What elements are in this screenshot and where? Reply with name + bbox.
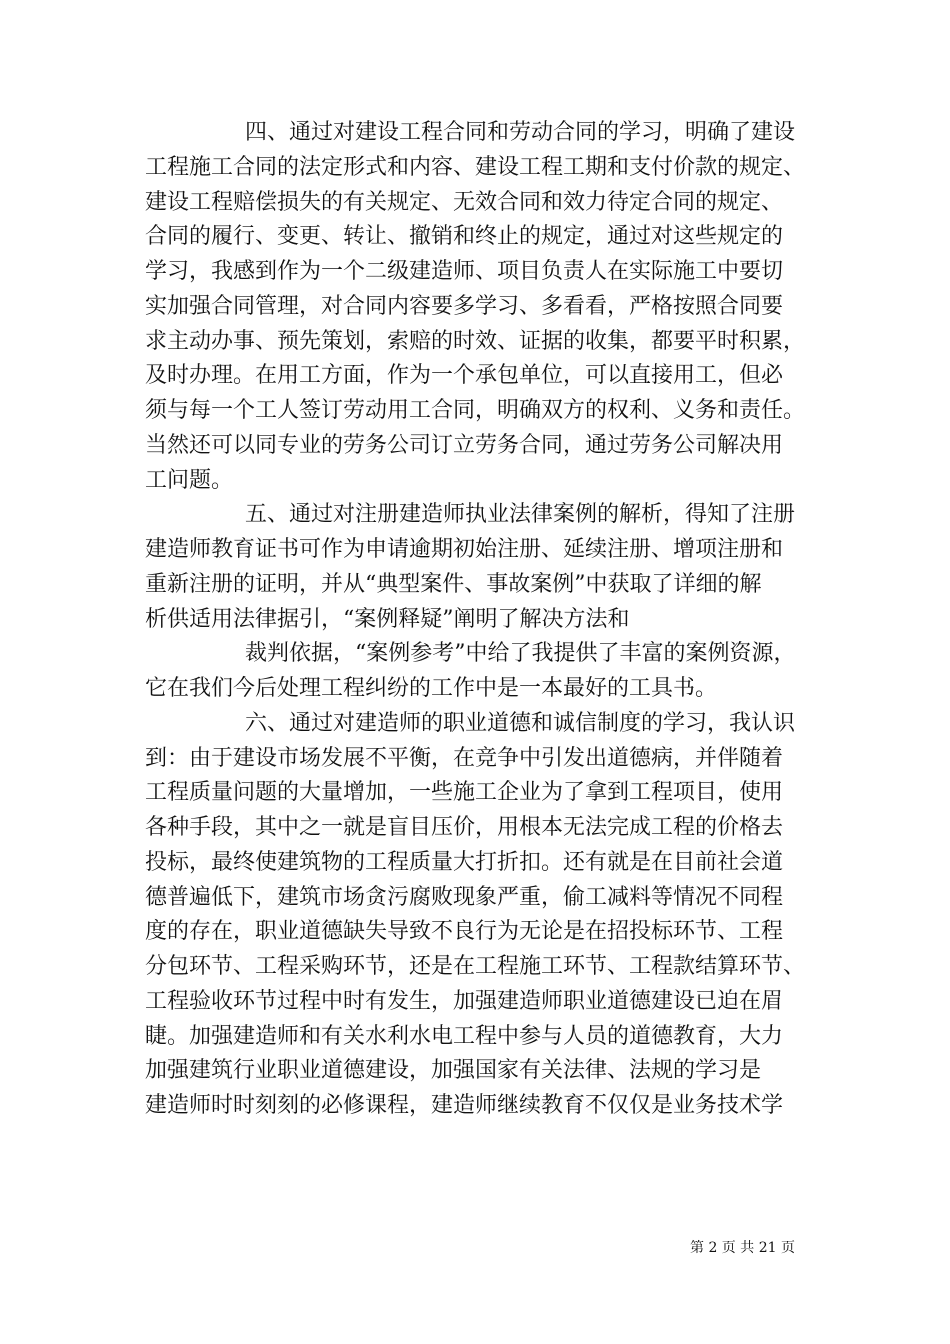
text-line: 五、通过对注册建造师执业法律案例的解析，得知了注册 bbox=[245, 502, 796, 528]
text-line: 到：由于建设市场发展不平衡，在竞争中引发出道德病，并伴随着 bbox=[145, 745, 784, 771]
page-number: 第 2 页 共 21 页 bbox=[690, 1240, 795, 1256]
text-line: 建造师教育证书可作为申请逾期初始注册、延续注册、增项注册和 bbox=[145, 537, 784, 562]
text-line: 建设工程赔偿损失的有关规定、无效合同和效力待定合同的规定、 bbox=[145, 189, 784, 215]
text-line: 工程质量问题的大量增加，一些施工企业为了拿到工程项目，使用 bbox=[145, 780, 784, 806]
text-line: 它在我们今后处理工程纠纷的工作中是一本最好的工具书。 bbox=[145, 676, 718, 701]
text-line: 德普遍低下，建筑市场贪污腐败现象严重，偷工减料等情况不同程 bbox=[145, 884, 784, 910]
text-line: 各种手段，其中之一就是盲目压价，用根本无法完成工程的价格去 bbox=[145, 815, 784, 840]
text-line: 重新注册的证明，并从“典型案件、事故案例”中获取了详细的解 bbox=[145, 571, 762, 597]
text-line: 实加强合同管理，对合同内容要多学习、多看看，严格按照合同要 bbox=[145, 293, 784, 319]
text-line: 投标，最终使建筑物的工程质量大打折扣。还有就是在目前社会道 bbox=[145, 849, 784, 875]
text-line: 度的存在，职业道德缺失导致不良行为无论是在招投标环节、工程 bbox=[145, 919, 784, 945]
text-line: 分包环节、工程采购环节，还是在工程施工环节、工程款结算环节、 bbox=[145, 954, 806, 979]
text-line: 学习，我感到作为一个二级建造师、项目负责人在实际施工中要切 bbox=[145, 259, 784, 284]
text-line: 工问题。 bbox=[145, 467, 234, 493]
text-line: 工程验收环节过程中时有发生，加强建造师职业道德建设已迫在眉 bbox=[145, 988, 784, 1014]
text-line: 工程施工合同的法定形式和内容、建设工程工期和支付价款的规定、 bbox=[145, 154, 806, 180]
text-line: 须与每一个工人签订劳动用工合同，明确双方的权利、义务和责任。 bbox=[145, 398, 806, 423]
text-line: 加强建筑行业职业道德建设，加强国家有关法律、法规的学习是 bbox=[145, 1058, 762, 1084]
text-line: 及时办理。在用工方面，作为一个承包单位，可以直接用工，但必 bbox=[145, 363, 784, 389]
text-line: 六、通过对建造师的职业道德和诚信制度的学习，我认识 bbox=[245, 710, 796, 736]
body-text bbox=[145, 116, 810, 1124]
text-line: 合同的履行、变更、转让、撤销和终止的规定，通过对这些规定的 bbox=[145, 224, 784, 250]
text-line: 建造师时时刻刻的必修课程，建造师继续教育不仅仅是业务技术学 bbox=[145, 1093, 784, 1118]
text-line: 当然还可以同专业的劳务公司订立劳务合同，通过劳务公司解决用 bbox=[145, 432, 784, 458]
text-line: 析供适用法律据引，“案例释疑”阐明了解决方法和 bbox=[145, 606, 630, 632]
text-line: 裁判依据，“案例参考”中给了我提供了丰富的案例资源， bbox=[245, 641, 796, 667]
text-line: 睫。加强建造师和有关水利水电工程中参与人员的道德教育，大力 bbox=[145, 1023, 784, 1049]
text-line: 求主动办事、预先策划，索赔的时效、证据的收集，都要平时积累， bbox=[145, 328, 806, 354]
text-line: 四、通过对建设工程合同和劳动合同的学习，明确了建设 bbox=[245, 120, 796, 145]
